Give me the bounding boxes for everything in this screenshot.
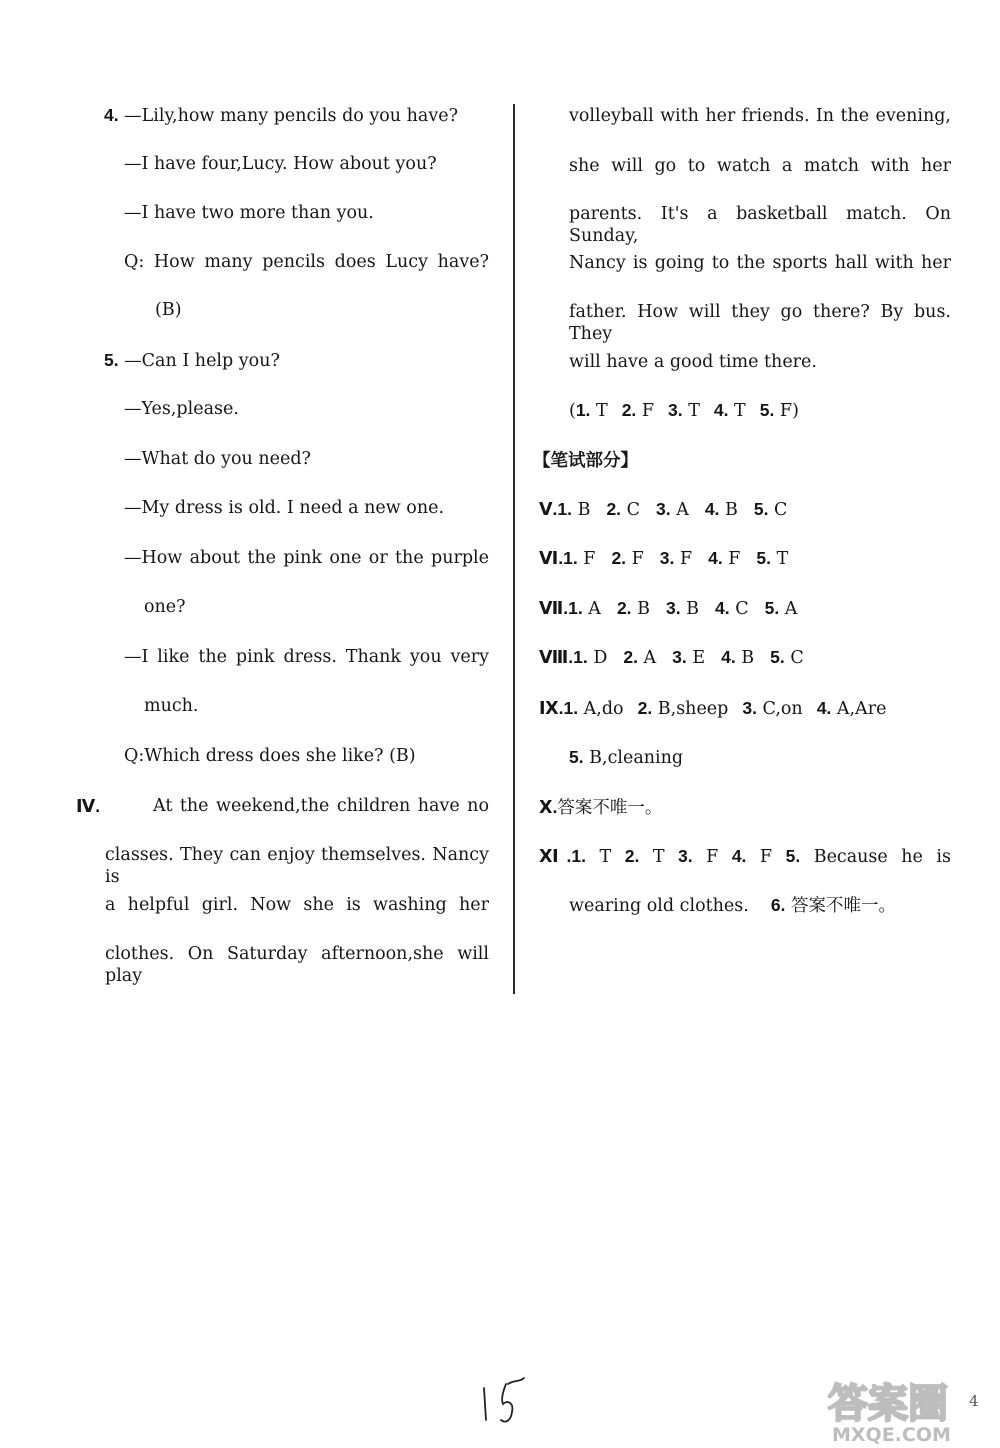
q5-line-2: —Yes,please. [124,399,239,419]
watermark-logo-text: 答案圈 [828,1381,948,1427]
watermark-logo [826,1375,992,1445]
handwritten-digit-one [484,1388,486,1420]
passage-line: classes. They can enjoy themselves. Nancy is [105,845,489,887]
q4-answer: (B) [155,300,182,320]
q5-line-5b: one? [144,597,186,617]
q4-question: Q: How many pencils does Lucy have? [124,252,489,272]
q5-line-6b: much. [144,696,199,716]
answer-row-section-8: Ⅷ.1. D 2. A 3. E 4. B 5. C [539,647,804,668]
passage-line: father. How will they go there? By bus. They [569,302,951,344]
section-4-answers: (1. T 2. F 3. T 4. T 5. F) [569,400,799,421]
page-corner-number: 4 [969,1392,979,1410]
column-divider [513,104,515,994]
answer-row-section-9-cont: 5. B,cleaning [569,747,684,768]
passage-line: clothes. On Saturday afternoon,she will play [105,944,489,986]
q5-line-1: 5. —Can I help you? [104,350,280,371]
answer-row-section-11-cont: wearing old clothes. 6. 答案不唯一。 [569,895,896,916]
q5-line-3: —What do you need? [124,449,311,469]
passage-line: parents. It's a basketball match. On Sunday, [569,204,951,246]
answer-row-section-7: Ⅶ.1. A 2. B 3. B 4. C 5. A [539,598,798,619]
q4-line-1: 4. —Lily,how many pencils do you have? [104,105,458,126]
answer-row-section-11: Ⅺ.1. T 2. T 3. F 4. F 5. Because he is [539,846,951,867]
passage-line: will have a good time there. [569,352,817,372]
passage-line: volleyball with her friends. In the evening, [569,106,951,126]
answer-row-section-6: Ⅵ.1. F 2. F 3. F 4. F 5. T [539,548,789,569]
section-4-label: Ⅳ. [76,796,101,816]
watermark-url: MXQE.COM [832,1424,951,1445]
passage-line: she will go to watch a match with her [569,156,951,176]
handwritten-digit-five [501,1378,524,1422]
answer-row-section-9: Ⅸ.1. A,do 2. B,sheep 3. C,on 4. A,Are [539,698,887,719]
passage-line: Nancy is going to the sports hall with her [569,253,951,273]
handwritten-page-number [476,1370,536,1430]
q4-line-2: —I have four,Lucy. How about you? [124,154,437,174]
q5-question: Q:Which dress does she like? (B) [124,746,416,766]
q5-line-6a: —I like the pink dress. Thank you very [124,647,489,667]
answer-row-section-10: Ⅹ.答案不唯一。 [539,797,663,818]
q4-line-3: —I have two more than you. [124,203,374,223]
passage-line: a helpful girl. Now she is washing her [105,895,489,915]
q5-number: 5. [104,350,119,370]
written-section-header: 【笔试部分】 [533,451,638,471]
q5-line-5a: —How about the pink one or the purple [124,548,489,568]
q5-line-4: —My dress is old. I need a new one. [124,498,445,518]
q4-number: 4. [104,105,119,125]
answer-row-section-5: Ⅴ.1. B 2. C 3. A 4. B 5. C [539,499,788,520]
passage-line: At the weekend,the children have no [153,796,489,816]
